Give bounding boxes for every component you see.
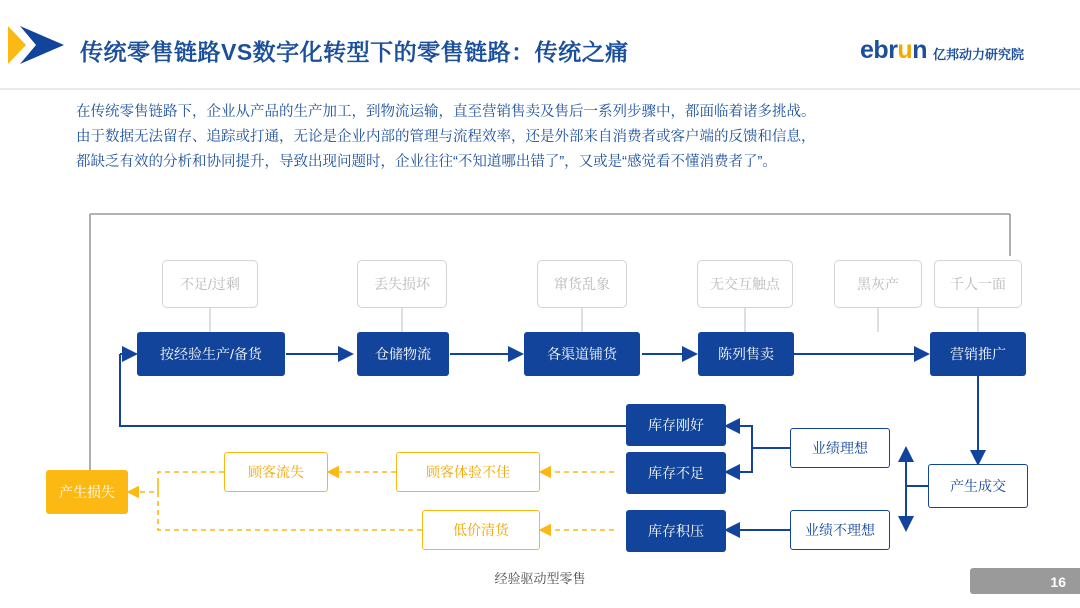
flow-step-label: 按经验生产/备货	[160, 345, 262, 362]
logo-subtitle: 亿邦动力研究院	[932, 47, 1024, 62]
flow-step-label: 仓储物流	[375, 345, 431, 362]
page-title: 传统零售链路VS数字化转型下的零售链路：传统之痛	[80, 39, 629, 65]
consequence-box	[422, 510, 540, 550]
loss-label: 产生损失	[59, 483, 115, 500]
logo-wordmark: ebrun	[860, 36, 927, 64]
consequence-label: 顾客体验不佳	[426, 463, 510, 480]
pain-point-box	[834, 260, 922, 308]
performance-box	[790, 428, 890, 468]
consequence-box	[396, 452, 540, 492]
inventory-label: 库存积压	[648, 522, 704, 539]
loss-box	[46, 470, 128, 514]
performance-label: 业绩不理想	[805, 521, 875, 538]
logo	[860, 38, 1024, 63]
inventory-label: 库存刚好	[648, 416, 704, 433]
flow-step-label: 各渠道铺货	[547, 345, 617, 362]
inventory-label: 库存不足	[648, 464, 704, 481]
pain-point-box	[934, 260, 1022, 308]
pain-point-label: 千人一面	[950, 275, 1006, 292]
slide-header	[0, 0, 1080, 88]
pain-point-label: 不足/过剩	[180, 275, 240, 292]
pain-point-label: 无交互触点	[710, 275, 780, 292]
diagram-caption: 经验驱动型零售	[494, 571, 586, 586]
flow-step-box	[524, 332, 640, 376]
flow-step-box	[137, 332, 285, 376]
intro-paragraph	[76, 100, 1026, 175]
performance-label: 业绩理想	[812, 439, 868, 456]
flow-step-box	[357, 332, 449, 376]
intro-line-2: 由于数据无法留存、追踪或打通，无论是企业内部的管理与流程效率，还是外部来自消费者或客户端的反馈和信息，	[76, 129, 816, 145]
pain-point-label: 丢失损坏	[374, 275, 430, 292]
page-number: 16	[1050, 574, 1066, 590]
pain-point-box	[162, 260, 258, 308]
inventory-box	[626, 452, 726, 494]
consequence-label: 顾客流失	[248, 463, 304, 480]
consequence-box	[224, 452, 328, 492]
diagram-canvas	[0, 196, 1080, 608]
intro-line-1: 在传统零售链路下，企业从产品的生产加工，到物流运输，直至营销售卖及售后一系列步骤中，都面临着诸多挑战。	[76, 104, 816, 120]
flow-step-label: 营销推广	[950, 345, 1006, 362]
outcome-box	[928, 464, 1028, 508]
flow-step-label: 陈列售卖	[718, 345, 774, 362]
inventory-box	[626, 404, 726, 446]
pain-point-label: 黑灰产	[857, 275, 899, 292]
pain-point-box	[357, 260, 447, 308]
consequence-label: 低价清货	[453, 521, 509, 538]
pain-point-label: 窜货乱象	[554, 275, 610, 292]
diagram-connectors	[0, 196, 1080, 608]
flow-step-box	[930, 332, 1026, 376]
outcome-label: 产生成交	[950, 477, 1006, 494]
arrow-right-icon	[6, 22, 68, 68]
intro-line-3: 都缺乏有效的分析和协同提升，导致出现问题时，企业往往“不知道哪出错了”，又或是“感觉看不懂消费者了”。	[76, 154, 777, 170]
pain-point-box	[697, 260, 793, 308]
flow-step-box	[698, 332, 794, 376]
header-divider	[0, 88, 1080, 90]
inventory-box	[626, 510, 726, 552]
performance-box	[790, 510, 890, 550]
pain-point-box	[537, 260, 627, 308]
